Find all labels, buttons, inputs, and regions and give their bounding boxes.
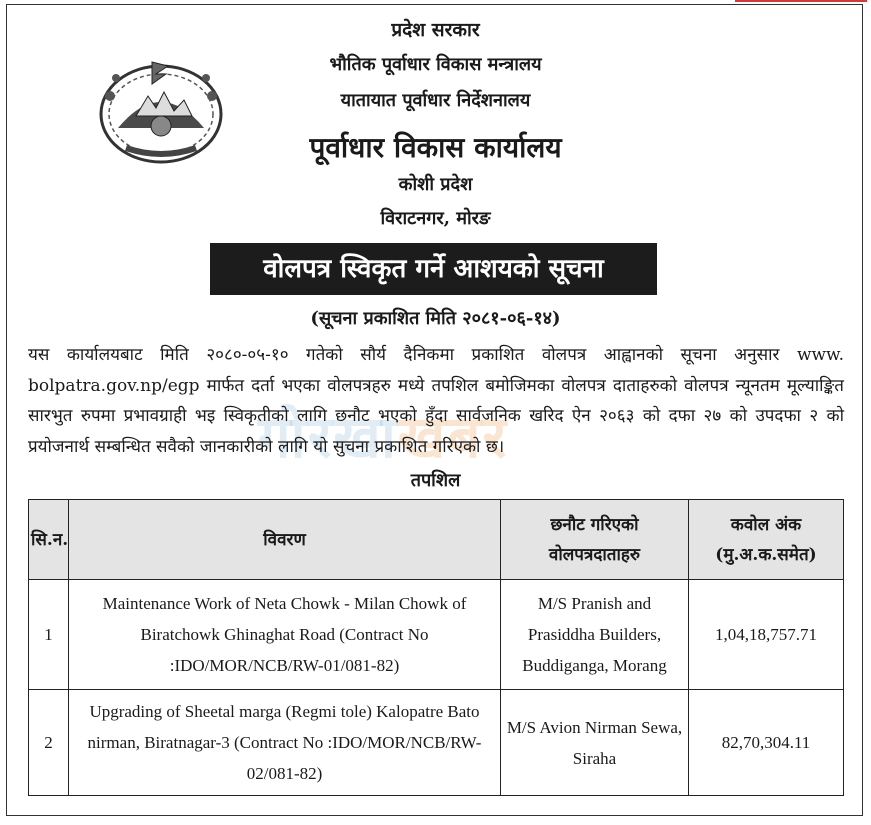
row-sn: 1 bbox=[29, 580, 69, 690]
table-row bbox=[29, 580, 844, 690]
row-bidder: M/S Avion Nirman Sewa, Siraha bbox=[501, 690, 689, 796]
header-bidder: छनौट गरिएको वोलपत्रदाताहरु bbox=[501, 500, 689, 580]
row-bidder: M/S Pranish and Prasiddha Builders, Buddiganga, Morang bbox=[501, 580, 689, 690]
schedule-title: तपशिल bbox=[410, 470, 461, 491]
header-directorate: यातायात पूर्वाधार निर्देशनालय bbox=[340, 90, 531, 111]
header-description: विवरण bbox=[69, 500, 501, 580]
row-sn: 2 bbox=[29, 690, 69, 796]
row-amount: 1,04,18,757.71 bbox=[689, 580, 844, 690]
header-office-name: पूर्वाधार विकास कार्यालय bbox=[309, 131, 562, 164]
notice-body-text: यस कार्यालयबाट मिति २०८०-०५-१० गतेको सौर्य दैनिकमा प्रकाशित वोलपत्र आह्वानको सूचना अनुसार www. bolpatra.gov.np/egp मार्फत दर्ता भएका वोलपत्रहरु मध्ये तपशिल बमोजिमका वोलपत्र दाताहरुको वोलपत्र न्यूनतम मूल्याङ्कित सारभुत रुपमा प्रभावग्राही भइ स्विकृतीको लागि छनौट भएको हुँदा सार्वजनिक खरिद ऐन २०६३ को दफा २७ को उपदफा २ को प्रयोजनार्थ सम्बन्धित सवैको जानकारीको लागि यो सुचना प्रकाशित गरिएको छ। bbox=[28, 345, 844, 457]
table-header-row bbox=[29, 500, 844, 580]
bid-table bbox=[28, 499, 844, 796]
watermark-part2: खबर bbox=[397, 403, 509, 471]
table-row bbox=[29, 690, 844, 796]
header-location: विराटनगर, मोरङ bbox=[380, 208, 491, 229]
header-amount: कवोल अंक (मु.अ.क.समेत) bbox=[689, 500, 844, 580]
header-province-government: प्रदेश सरकार bbox=[391, 19, 480, 41]
watermark-part1: गोरखा bbox=[258, 403, 398, 471]
header-ministry: भौतिक पूर्वाधार विकास मन्त्रालय bbox=[329, 54, 542, 75]
published-date: (सूचना प्रकाशित मिति २०८१-०६-१४) bbox=[310, 308, 561, 329]
header-province: कोशी प्रदेश bbox=[398, 174, 473, 195]
row-description: Upgrading of Sheetal marga (Regmi tole) Kalopatre Bato nirman, Biratnagar-3 (Contract No :IDO/MOR/NCB/RW-02/081-82) bbox=[69, 690, 501, 796]
row-amount: 82,70,304.11 bbox=[689, 690, 844, 796]
row-description: Maintenance Work of Neta Chowk - Milan Chowk of Biratchowk Ghinaghat Road (Contract No :IDO/MOR/NCB/RW-01/081-82) bbox=[69, 580, 501, 690]
header-sn: सि.न. bbox=[29, 500, 69, 580]
notice-title: वोलपत्र स्विकृत गर्ने आशयको सूचना bbox=[210, 243, 657, 295]
top-red-mark bbox=[735, 0, 867, 2]
